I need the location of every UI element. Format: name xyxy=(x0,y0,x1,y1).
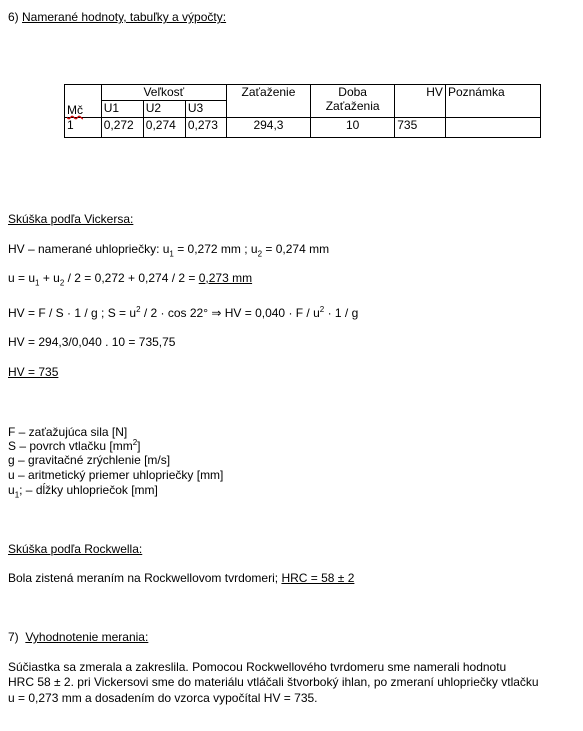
header-u1: U1 xyxy=(101,101,143,117)
section-title: Namerané hodnoty, tabuľky a výpočty: xyxy=(22,10,227,24)
vickers-formula-line: HV = F / S · 1 / g ; $S = u^2 / 2 \cdot \cos 22^\circ$ ⇒ HV = $0,040 \cdot F / u^2 \cdot 1 / g$ xyxy=(8,305,359,320)
cell-hv: 735 xyxy=(395,117,446,137)
section-title: Vyhodnotenie merania: xyxy=(25,630,149,644)
evaluation-line-2: HRC 58 ± 2. pri Vickersovi sme do materiálu vtláčali štvorboký ihlan, po zmeraní uhlopriečky vtlačku xyxy=(8,675,539,689)
legend-s: S – povrch vtlačku $[mm^2]$ xyxy=(8,438,141,453)
section-7-heading xyxy=(8,630,148,644)
cell-mc: 1 xyxy=(65,117,102,137)
cell-u3: 0,273 xyxy=(185,117,226,137)
average-result: 0,273 mm xyxy=(198,271,253,285)
rockwell-title: Skúška podľa Rockwella: xyxy=(8,542,143,556)
header-doba-line1: Doba xyxy=(338,85,367,99)
cell-u2: 0,274 xyxy=(143,117,185,137)
section-number: 7) xyxy=(8,630,19,644)
header-mc: Mč xyxy=(65,85,102,118)
vickers-calculation-line: HV = 294,3/0,040 . 10 = 735,75 xyxy=(8,335,176,349)
section-number: 6) xyxy=(8,10,19,24)
cell-u1: 0,272 xyxy=(101,117,143,137)
legend-u12: $u_1$; – dĺžky uhlopriečok [mm] xyxy=(8,483,158,500)
legend-g: g – gravitačné zrýchlenie [m/s] xyxy=(8,453,171,467)
header-poznamka: Poznámka xyxy=(445,85,540,118)
cell-doba: 10 xyxy=(311,117,395,137)
header-hv: HV xyxy=(395,85,446,118)
vickers-average-line: $u = u_1 + u_2 / 2 = 0,272 + 0,274 / 2 = 0,273$ mm xyxy=(8,271,253,288)
section-6-heading xyxy=(8,10,226,24)
measurement-table xyxy=(64,84,541,138)
header-velkost: Veľkosť xyxy=(101,85,226,101)
vickers-result: HV = 735 xyxy=(8,365,59,379)
table-row xyxy=(65,117,541,137)
evaluation-line-1: Súčiastka sa zmerala a zakreslila. Pomocou Rockwellového tvrdomeru sme namerali hodnotu xyxy=(8,660,507,674)
header-doba-line2: Zaťaženia xyxy=(325,99,380,113)
header-u3: U3 xyxy=(185,101,226,117)
vickers-diagonals-line: HV – namerané uhlopriečky: $u_1 = 0,272$ mm ; $u_2 = 0,274$ mm xyxy=(8,242,330,259)
evaluation-line-3: u = 0,273 mm a dosadením do vzorca vypočítal HV = 735. xyxy=(8,691,318,705)
header-doba xyxy=(311,85,395,118)
cell-poznamka xyxy=(445,117,540,137)
legend-u: u – aritmetický priemer uhlopriečky [mm] xyxy=(8,468,224,482)
cell-zatazenie: 294,3 xyxy=(226,117,310,137)
vickers-title: Skúška podľa Vickersa: xyxy=(8,212,134,226)
header-zatazenie: Zaťaženie xyxy=(226,85,310,118)
legend-f: F – zaťažujúca sila [N] xyxy=(8,425,128,439)
header-u2: U2 xyxy=(143,101,185,117)
rockwell-result: HRC = 58 ± 2 xyxy=(281,571,355,585)
rockwell-text-line: Bola zistená meraním na Rockwellovom tvrdomeri; HRC = 58 ± 2 xyxy=(8,571,355,585)
